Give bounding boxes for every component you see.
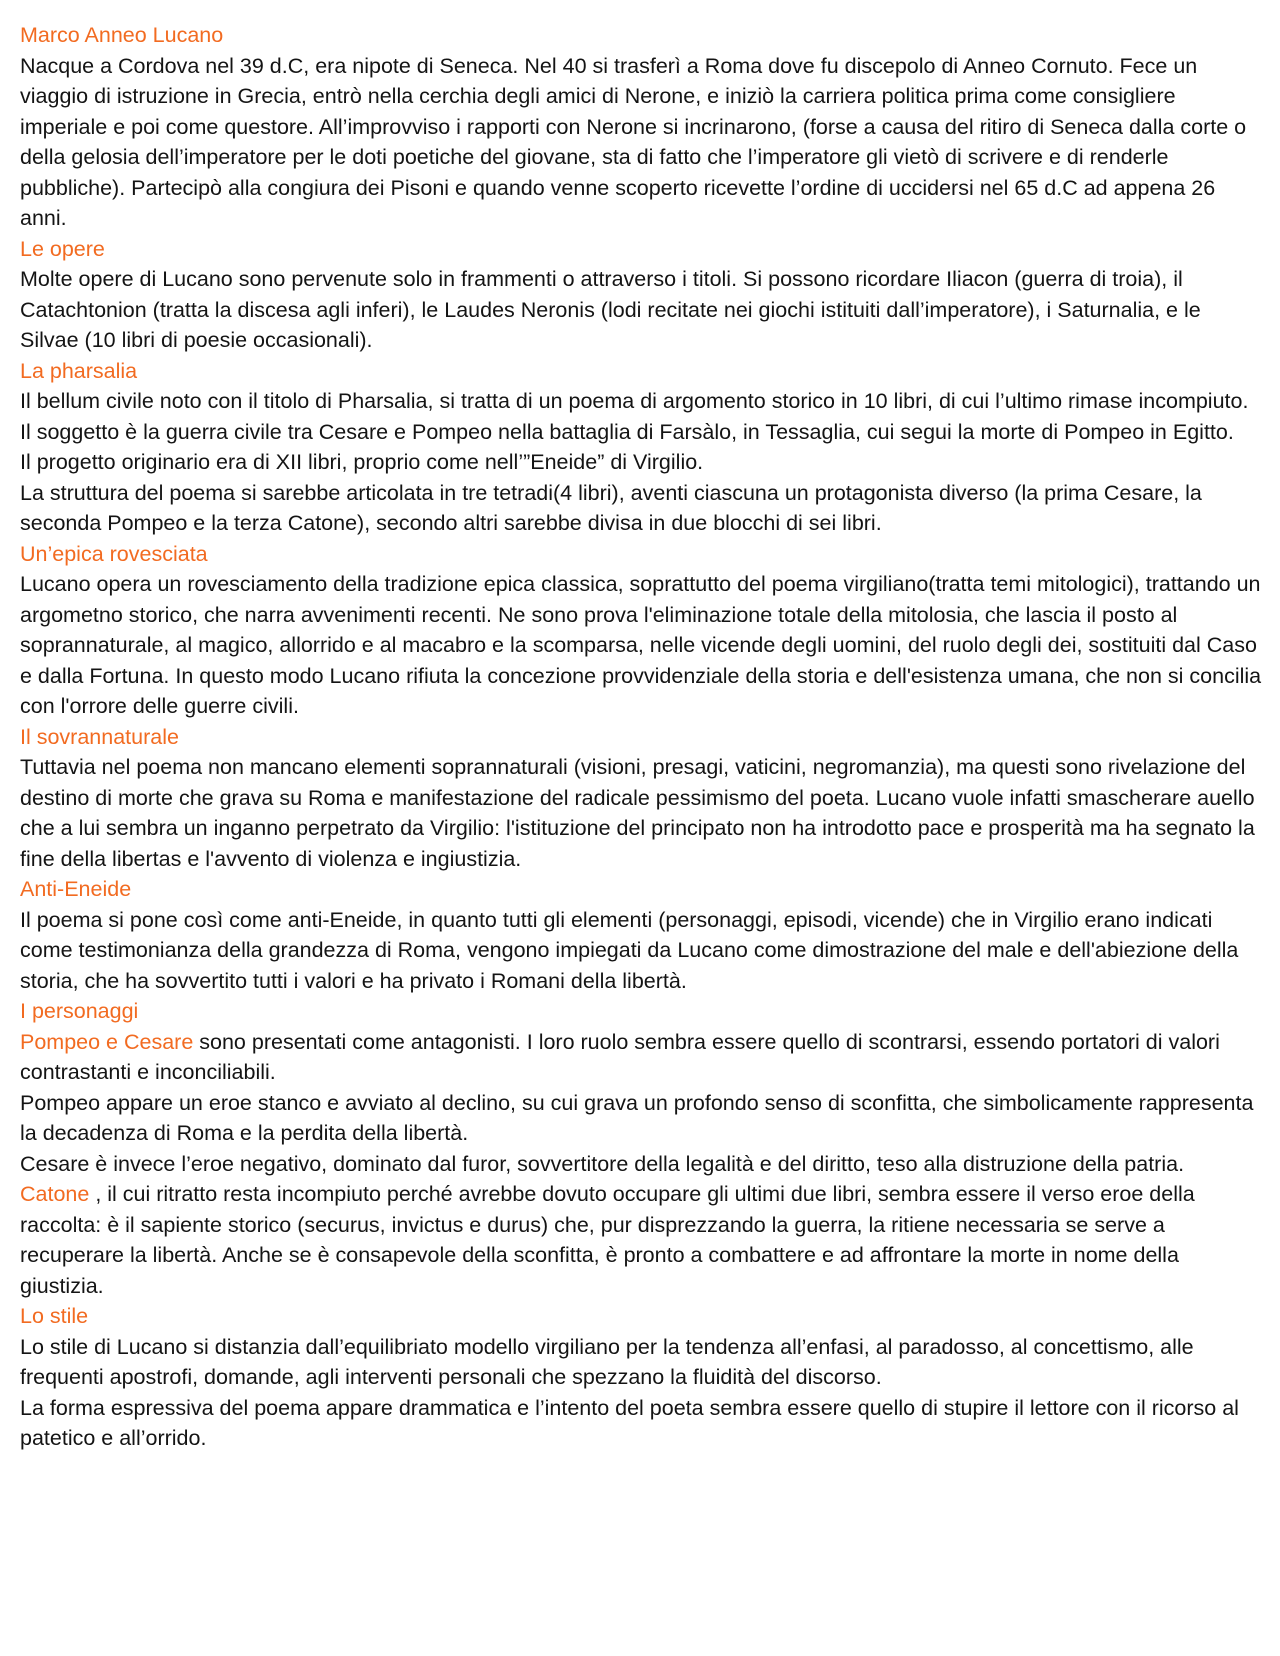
section-title-lo-stile: Lo stile (20, 1304, 89, 1328)
paragraph-personaggi-4-text: , il cui ritratto resta incompiuto perché avrebbe dovuto occupare gli ultimi due libri, sembra essere il verso eroe della raccolta: è il sapiente storico (securus, invictus e durus) che, pur disprezzando la guerra, la ritiene necessaria se serve a recuperare la libertà. Anche se è consapevole della sconfitta, è pronto a combattere e ad affrontare la morte in nome della giustizia. (20, 1182, 1195, 1298)
paragraph-personaggi-3: Cesare è invece l’eroe negativo, dominato dal furor, sovvertitore della legalità e del diritto, teso alla distruzione della patria. (20, 1151, 1185, 1176)
paragraph-pharsalia-1: Il bellum civile noto con il titolo di Pharsalia, si tratta di un poema di argomento storico in 10 libri, di cui l’ultimo rimase incompiuto. Il soggetto è la guerra civile tra Cesare e Pompeo nella battaglia di Farsàlo, in Tessaglia, cui segui la morte di Pompeo in Egitto. (20, 389, 1249, 444)
section-title-personaggi: I personaggi (20, 999, 139, 1023)
paragraph-stile-2: La forma espressiva del poema appare drammatica e l’intento del poeta sembra essere quello di stupire il lettore con il ricorso al patetico e all’orrido. (20, 1395, 1239, 1450)
paragraph-pharsalia-3: La struttura del poema si sarebbe articolata in tre tetradi(4 libri), aventi ciascuna un protagonista diverso (la prima Cesare, la seconda Pompeo e la terza Catone), secondo altri sarebbe divisa in due blocchi di sei libri. (20, 480, 1202, 535)
paragraph-epica-rovesciata: Lucano opera un rovesciamento della tradizione epica classica, soprattutto del poema virgiliano(tratta temi mitologici), trattando un argometno storico, che narra avvenimenti recenti. Ne sono prova l'eliminazione totale della mitolosia, che lascia il posto al soprannaturale, al magico, allorrido e al macabro e la scomparsa, nelle vicende degli uomini, del ruolo degli dei, sostituiti dal Caso e dalla Fortuna. In questo modo Lucano rifiuta la concezione provvidenziale della storia e dell'esistenza umana, che non si concilia con l'orrore delle guerre civili. (20, 572, 1262, 718)
paragraph-stile-1: Lo stile di Lucano si distanzia dall’equilibriato modello virgiliano per la tendenza all’enfasi, al paradosso, al concettismo, alle frequenti apostrofi, domande, agli interventi personali che spezzano la fluidità del discorso. (20, 1334, 1194, 1389)
paragraph-anti-eneide: Il poema si pone così come anti-Eneide, in quanto tutti gli elementi (personaggi, episodi, vicende) che in Virgilio erano indicati come testimonianza della grandezza di Roma, vengono impiegati da Lucano come dimostrazione del male e dell'abiezione della storia, che ha sovvertito tutti i valori e ha privato i Romani della libertà. (20, 907, 1239, 993)
paragraph-pharsalia-2: Il progetto originario era di XII libri, proprio come nell’”Eneide” di Virgilio. (20, 450, 704, 474)
section-title-epica-rovesciata: Un’epica rovesciata (20, 541, 208, 566)
highlight-catone: Catone (20, 1182, 90, 1206)
paragraph-personaggi-1-text: sono presentati come antagonisti. I loro ruolo sembra essere quello di scontrarsi, essendo portatori di valori contrastanti e inconciliabili. (20, 1029, 1220, 1084)
paragraph-sovrannaturale: Tuttavia nel poema non mancano elementi soprannaturali (visioni, presagi, vaticini, negromanzia), ma questi sono rivelazione del destino di morte che grava su Roma e manifestazione del radicale pessimismo del poeta. Lucano vuole infatti smascherare auello che a lui sembra un inganno perpetrato da Virgilio: l'istituzione del principato non ha introdotto pace e prosperità ma ha segnato la fine della libertas e l'avvento di violenza e ingiustizia. (20, 755, 1255, 871)
section-title-anti-eneide: Anti-Eneide (20, 877, 132, 901)
section-title-la-pharsalia: La pharsalia (20, 358, 138, 383)
highlight-pompeo-e-cesare: Pompeo e Cesare (20, 1029, 194, 1054)
paragraph-personaggi-2: Pompeo appare un eroe stanco e avviato al declino, su cui grava un profondo senso di sconfitta, che simbolicamente rappresenta la decadenza di Roma e la perdita della libertà. (20, 1090, 1254, 1145)
section-title-marco-anneo-lucano: Marco Anneo Lucano (20, 23, 224, 47)
section-title-le-opere: Le opere (20, 236, 105, 261)
section-title-sovrannaturale: Il sovrannaturale (20, 724, 179, 749)
paragraph-opere: Molte opere di Lucano sono pervenute solo in frammenti o attraverso i titoli. Si possono ricordare Iliacon (guerra di troia), il Catachtonion (tratta la discesa agli inferi), le Laudes Neronis (lodi recitate nei giochi istituiti dall’imperatore), i Saturnalia, e le Silvae (10 libri di poesie occasionali). (20, 267, 1201, 352)
paragraph-biography: Nacque a Cordova nel 39 d.C, era nipote di Seneca. Nel 40 si trasferì a Roma dove fu discepolo di Anneo Cornuto. Fece un viaggio di istruzione in Grecia, entrò nella cerchia degli amici di Nerone, e iniziò la carriera politica prima come consigliere imperiale e poi come questore. All’improvviso i rapporti con Nerone si incrinarono, (forse a causa del ritiro di Seneca dalla corte o della gelosia dell’imperatore per le doti poetiche del giovane, sta di fatto che l’imperatore gli vietò di scrivere e di renderle pubbliche). Partecipò alla congiura dei Pisoni e quando venne scoperto ricevette l’ordine di uccidersi nel 65 d.C ad appena 26 anni. (20, 53, 1247, 230)
paragraph-personaggi-1 (20, 1027, 1262, 1088)
paragraph-personaggi-4 (20, 1179, 1262, 1301)
